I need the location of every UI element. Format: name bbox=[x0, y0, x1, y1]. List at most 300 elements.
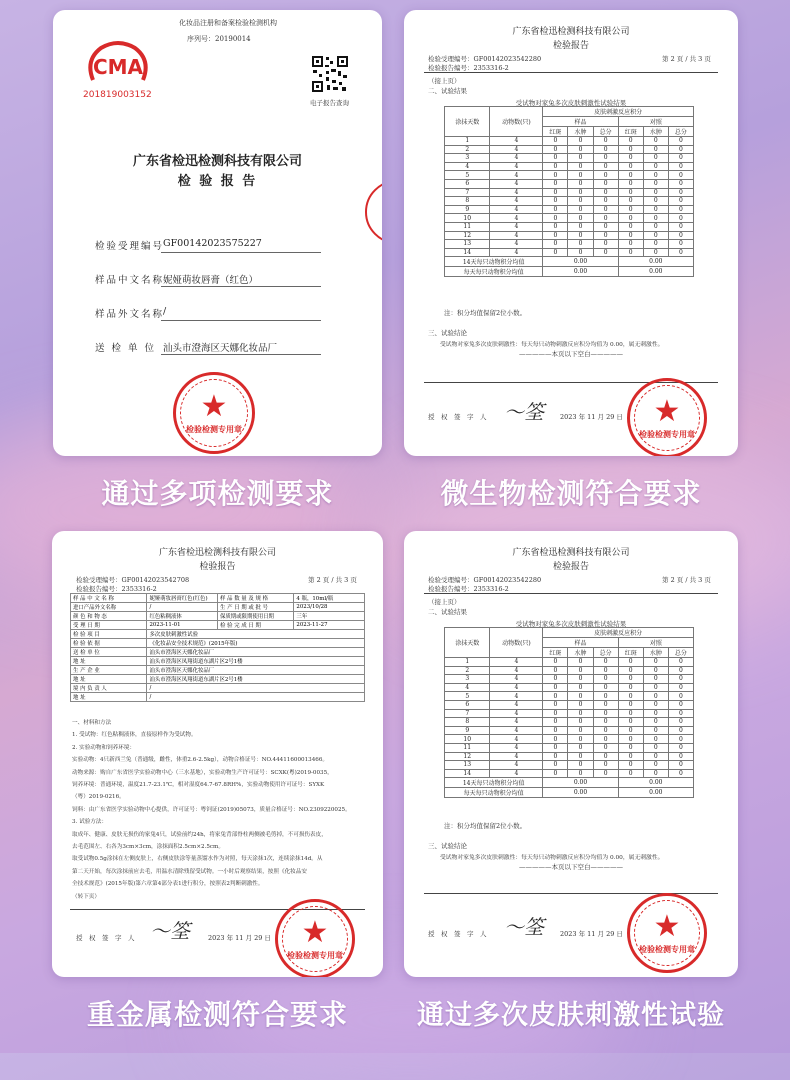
table-cell: 0 bbox=[593, 752, 618, 761]
table-row bbox=[71, 693, 365, 702]
table-cell: 0 bbox=[568, 743, 593, 752]
stamp-text: 检验检测专用章 bbox=[186, 423, 242, 434]
table-cell: 样 品 中 文 名 称 bbox=[71, 594, 147, 603]
table-cell: 汕头市澄海区凤翔街道东湖片区2号1楼 bbox=[147, 657, 365, 666]
table-row bbox=[445, 743, 694, 752]
table-cell: 0 bbox=[668, 735, 693, 744]
table-cell: 4 bbox=[490, 197, 543, 206]
skin-sec2: 二、试验结果 bbox=[428, 608, 467, 616]
table-cell: 0 bbox=[618, 718, 643, 727]
table-cell: 0 bbox=[593, 709, 618, 718]
table-cell: 0 bbox=[618, 675, 643, 684]
table-cell: 2023-11-27 bbox=[294, 621, 365, 630]
body-text-line: 一、材料和方法 bbox=[72, 720, 112, 726]
heavy-info-table bbox=[70, 593, 365, 702]
cover-field-key: 样品中文名称 bbox=[95, 275, 165, 286]
skin-sec3: 三、试验结论 bbox=[428, 842, 467, 850]
body-text-line: 3. 试验方法： bbox=[72, 819, 108, 826]
table-row bbox=[445, 752, 694, 761]
body-text-line: 2. 实验动物和饲养环境： bbox=[72, 744, 136, 751]
table-cell: 1 bbox=[445, 658, 490, 667]
table-cell: 地 址 bbox=[71, 657, 147, 666]
table-cell: 0 bbox=[568, 231, 593, 240]
table-cell: 4 bbox=[490, 222, 543, 231]
table-cell: 0 bbox=[543, 248, 568, 257]
table-row bbox=[71, 648, 365, 657]
table-cell: / bbox=[147, 684, 365, 693]
table-cell: 0 bbox=[543, 154, 568, 163]
table-cell: 0 bbox=[568, 726, 593, 735]
table-cell: 2023-11-01 bbox=[147, 621, 218, 630]
table-cell: 0 bbox=[618, 137, 643, 146]
table-cell: 汕头市澄海区天娜化妆品厂 bbox=[147, 666, 365, 675]
table-cell: 0 bbox=[568, 675, 593, 684]
table-cell: 0 bbox=[668, 222, 693, 231]
table-cell: 4 bbox=[490, 718, 543, 727]
table-cell: 0.00 bbox=[618, 257, 693, 267]
table-cell: 0 bbox=[618, 752, 643, 761]
table-cell: 0 bbox=[643, 205, 668, 214]
table-header: 水肿 bbox=[568, 127, 593, 137]
table-cell: 0 bbox=[568, 162, 593, 171]
table-cell: 0 bbox=[668, 179, 693, 188]
table-cell: 0 bbox=[643, 179, 668, 188]
table-cell: 5 bbox=[445, 171, 490, 180]
table-cell: 4 bbox=[490, 171, 543, 180]
table-row bbox=[445, 683, 694, 692]
table-cell: 0 bbox=[643, 700, 668, 709]
skin-company: 广东省检迅检测科技有限公司 bbox=[512, 548, 630, 558]
table-row bbox=[445, 205, 694, 214]
table-cell: 0 bbox=[543, 726, 568, 735]
stamp-text: 检验检测专用章 bbox=[639, 943, 695, 954]
table-cell: 0 bbox=[568, 145, 593, 154]
table-cell: 颜 色 和 物 态 bbox=[71, 612, 147, 621]
body-text-line: 实验动物：4只新西兰兔（普通级，雌性，体重2.6-2.5kg），动物合格证号：NO.44411600013466。 bbox=[72, 757, 328, 764]
table-row bbox=[71, 612, 365, 621]
micro-report-no: 检验报告编号：2353316-2 bbox=[428, 64, 509, 72]
table-cell: 4 bbox=[490, 692, 543, 701]
table-cell: 0 bbox=[618, 761, 643, 770]
table-row bbox=[445, 726, 694, 735]
micro-note: 注：积分均值保留2位小数。 bbox=[444, 309, 527, 317]
table-cell: 0 bbox=[543, 700, 568, 709]
micro-table-wrap bbox=[444, 106, 694, 277]
table-cell: 汕头市澄海区天娜化妆品厂 bbox=[147, 648, 365, 657]
micro-conclusion: 受试物对家兔多次皮肤刺激性：每天每只动物刺激反应积分均值为 0.00，属无刺激性。 bbox=[440, 342, 664, 348]
table-cell: 0 bbox=[618, 188, 643, 197]
table-cell: 3 bbox=[445, 675, 490, 684]
table-cell: 4 bbox=[490, 743, 543, 752]
micro-cont: （接上页） bbox=[428, 77, 461, 85]
table-cell: 0 bbox=[568, 197, 593, 206]
skin-sign-label: 授 权 签 字 人 bbox=[428, 930, 487, 938]
micro-result-table bbox=[444, 106, 694, 277]
table-cell: 0 bbox=[593, 197, 618, 206]
table-cell: 0 bbox=[543, 675, 568, 684]
table-row bbox=[445, 700, 694, 709]
table-cell: 4 bbox=[490, 709, 543, 718]
cover-header-line2: 序列号：20190014 bbox=[187, 35, 251, 43]
table-cell: 0 bbox=[618, 248, 643, 257]
table-cell: 0 bbox=[568, 718, 593, 727]
table-header: 对照 bbox=[618, 117, 693, 127]
table-cell: 0.00 bbox=[543, 267, 618, 277]
stamp-star-icon: ★ bbox=[301, 914, 329, 950]
table-header: 红斑 bbox=[543, 127, 568, 137]
cover-field-value: GF00142023575227 bbox=[163, 238, 262, 249]
cover-header-line1: 化妆品注册和备案检验检测机构 bbox=[179, 19, 277, 27]
table-row bbox=[445, 222, 694, 231]
table-header: 总分 bbox=[668, 127, 693, 137]
stamp-star-icon: ★ bbox=[200, 388, 228, 424]
table-cell: 0 bbox=[643, 197, 668, 206]
table-cell: 0 bbox=[618, 154, 643, 163]
table-cell: 0 bbox=[543, 692, 568, 701]
table-cell: 0 bbox=[593, 683, 618, 692]
table-cell: 4 bbox=[490, 675, 543, 684]
table-cell: 境 内 负 责 人 bbox=[71, 684, 147, 693]
table-cell: 0 bbox=[593, 231, 618, 240]
table-cell: / bbox=[147, 693, 365, 702]
micro-date: 2023 年 11 月 29 日 bbox=[560, 413, 623, 421]
cover-field-value: / bbox=[163, 306, 167, 317]
table-cell: 0 bbox=[568, 700, 593, 709]
micro-company: 广东省检迅检测科技有限公司 bbox=[512, 27, 630, 37]
table-cell: 0 bbox=[643, 718, 668, 727]
table-cell: 4 bbox=[445, 162, 490, 171]
table-cell: 0 bbox=[593, 248, 618, 257]
table-cell: 0 bbox=[668, 214, 693, 223]
table-cell: 0 bbox=[668, 726, 693, 735]
table-cell: 0 bbox=[543, 137, 568, 146]
table-header: 总分 bbox=[593, 127, 618, 137]
table-row bbox=[445, 666, 694, 675]
table-cell: 0 bbox=[543, 188, 568, 197]
table-cell: 汕头市澄海区凤翔街道东湖片区2号1楼 bbox=[147, 675, 365, 684]
table-row bbox=[445, 240, 694, 249]
signature-icon: 〜筌 bbox=[504, 915, 544, 939]
skin-note: 注：积分均值保留2位小数。 bbox=[444, 822, 527, 830]
table-cell: 0 bbox=[543, 761, 568, 770]
table-cell: 11 bbox=[445, 222, 490, 231]
table-cell: 0 bbox=[643, 231, 668, 240]
table-row bbox=[445, 709, 694, 718]
table-cell: 0 bbox=[668, 675, 693, 684]
table-cell: 0 bbox=[643, 145, 668, 154]
table-cell: 生 产 企 业 bbox=[71, 666, 147, 675]
caption-micro: 微生物检测符合要求 bbox=[440, 477, 702, 510]
body-text-line: 取成年、健康、皮肤无损伤的家兔4只，试验前约24h，将家兔背部脊柱两侧被毛剪掉，不可损伤表皮， bbox=[72, 831, 327, 838]
table-cell: 0 bbox=[568, 179, 593, 188]
table-cell: 0 bbox=[568, 240, 593, 249]
micro-sec2: 二、试验结果 bbox=[428, 87, 467, 95]
table-row bbox=[445, 718, 694, 727]
table-cell: 6 bbox=[445, 700, 490, 709]
table-cell: 13 bbox=[445, 761, 490, 770]
table-row bbox=[71, 639, 365, 648]
table-row bbox=[445, 769, 694, 778]
heavy-date: 2023 年 11 月 29 日 bbox=[208, 934, 271, 942]
table-cell: 0.00 bbox=[618, 267, 693, 277]
body-text-line: 取受试物0.5g涂抹在左侧皮肤上，右侧皮肤涂等量蒸馏水作为对照，每天涂抹1次，连续涂抹14d。从 bbox=[72, 856, 323, 863]
table-header: 对照 bbox=[618, 638, 693, 648]
table-cell: 0 bbox=[618, 240, 643, 249]
stamp-star-icon: ★ bbox=[653, 393, 681, 429]
table-cell: 0 bbox=[668, 700, 693, 709]
micro-table-body bbox=[445, 137, 694, 257]
table-cell: 0 bbox=[643, 658, 668, 667]
table-cell: 样 品 数 量 及 规 格 bbox=[217, 594, 293, 603]
table-cell: 0 bbox=[668, 231, 693, 240]
table-cell: 《化妆品安全技术规范》(2015年版) bbox=[147, 639, 365, 648]
divider bbox=[424, 72, 718, 73]
table-header: 红斑 bbox=[618, 648, 643, 658]
table-cell: 4 bbox=[490, 769, 543, 778]
table-cell: 4 bbox=[490, 214, 543, 223]
cover-company: 广东省检迅检测科技有限公司 bbox=[132, 154, 302, 169]
table-cell: 0 bbox=[618, 197, 643, 206]
table-cell: 0 bbox=[618, 769, 643, 778]
body-text-line: 饲养环境：普通环境，温度21.7-23.1℃，相对湿度64.7-67.8RH%，实验动物使用许可证号：SYXK bbox=[72, 782, 325, 789]
micro-page: 第 2 页 / 共 3 页 bbox=[662, 55, 711, 63]
table-row bbox=[445, 179, 694, 188]
table-cell: 0 bbox=[568, 214, 593, 223]
table-cell: 0 bbox=[543, 658, 568, 667]
table-cell: 0.00 bbox=[543, 257, 618, 267]
table-cell: 0 bbox=[618, 666, 643, 675]
divider bbox=[424, 593, 718, 594]
micro-title: 检验报告 bbox=[552, 41, 589, 51]
table-cell: 14 bbox=[445, 769, 490, 778]
table-header: 动物数(只) bbox=[490, 107, 543, 137]
table-row bbox=[445, 692, 694, 701]
table-cell: 保质期或限期使用日期 bbox=[217, 612, 293, 621]
table-cell: 0 bbox=[568, 735, 593, 744]
table-cell: 4 bbox=[490, 145, 543, 154]
table-cell: 0 bbox=[643, 743, 668, 752]
table-header: 涂抹天数 bbox=[445, 628, 490, 658]
table-cell: 0 bbox=[568, 752, 593, 761]
heavy-company: 广东省检迅检测科技有限公司 bbox=[158, 548, 276, 558]
table-cell: 0 bbox=[543, 743, 568, 752]
table-cell: 0 bbox=[568, 222, 593, 231]
table-cell: 0 bbox=[543, 179, 568, 188]
table-cell: 0 bbox=[593, 154, 618, 163]
table-cell: 0 bbox=[643, 752, 668, 761]
signature-icon: 〜筌 bbox=[504, 400, 544, 424]
skin-table-wrap bbox=[444, 627, 694, 798]
table-cell: 4 bbox=[490, 658, 543, 667]
cover-stamp bbox=[173, 372, 255, 454]
heavy-report-no: 检验报告编号：2353316-2 bbox=[76, 585, 157, 593]
cover-report-card bbox=[53, 10, 382, 456]
cma-logo-text: CMA bbox=[92, 55, 144, 79]
table-cell: 0 bbox=[568, 188, 593, 197]
table-cell: 4 bbox=[490, 700, 543, 709]
table-cell: 多次皮肤刺激性试验 bbox=[147, 630, 365, 639]
table-cell: 0 bbox=[618, 179, 643, 188]
table-row bbox=[71, 630, 365, 639]
table-cell: 妮娅萌妆唇膏红色(红色) bbox=[147, 594, 218, 603]
cover-field-value: 汕头市澄海区天娜化妆品厂 bbox=[163, 343, 278, 354]
heavy-stamp bbox=[275, 899, 355, 977]
table-cell: 0 bbox=[668, 709, 693, 718]
table-cell: 0 bbox=[593, 240, 618, 249]
table-cell: 0 bbox=[668, 137, 693, 146]
table-cell: 0 bbox=[543, 735, 568, 744]
table-cell: 进口产品外文名称 bbox=[71, 603, 147, 612]
cover-edge-stamp bbox=[365, 180, 382, 244]
table-cell: 0 bbox=[593, 718, 618, 727]
table-cell: 送 检 单 位 bbox=[71, 648, 147, 657]
table-row bbox=[445, 145, 694, 154]
table-cell: 0 bbox=[568, 171, 593, 180]
table-cell: 0 bbox=[568, 137, 593, 146]
body-text-line: 饲料：由广东省医学实验动物中心提供，许可证号：粤饲证(2019)05073，质量合格证号：NO.2309220025。 bbox=[72, 806, 351, 813]
stamp-text: 检验检测专用章 bbox=[287, 949, 343, 960]
table-cell: 0 bbox=[543, 231, 568, 240]
caption-heavy-metal: 重金属检测符合要求 bbox=[86, 998, 348, 1031]
table-cell: 9 bbox=[445, 726, 490, 735]
table-header: 总分 bbox=[593, 648, 618, 658]
body-text-line: 全技术规范》(2015年版)第六章第4部分表1进行积分，按照表2判断刺激性。 bbox=[72, 881, 264, 888]
table-cell: 0 bbox=[668, 154, 693, 163]
table-row bbox=[71, 666, 365, 675]
table-cell: 0 bbox=[643, 709, 668, 718]
table-cell: 4 bbox=[490, 240, 543, 249]
table-row bbox=[71, 594, 365, 603]
table-cell: 0 bbox=[618, 171, 643, 180]
table-cell: 4 bbox=[445, 683, 490, 692]
table-cell: 0 bbox=[593, 179, 618, 188]
table-cell: 0 bbox=[643, 171, 668, 180]
table-cell: 0 bbox=[668, 718, 693, 727]
micro-table-title: 受试物对家兔多次皮肤刺激性试验结果 bbox=[515, 99, 627, 107]
table-cell: 13 bbox=[445, 240, 490, 249]
table-cell: 0 bbox=[593, 214, 618, 223]
table-cell: 12 bbox=[445, 752, 490, 761]
skin-conclusion: 受试物对家兔多次皮肤刺激性：每天每只动物刺激反应积分均值为 0.00，属无刺激性。 bbox=[440, 855, 664, 861]
table-cell: 7 bbox=[445, 709, 490, 718]
table-cell: 地 址 bbox=[71, 675, 147, 684]
table-summary-label: 每天每只动物积分均值 bbox=[445, 788, 543, 798]
table-cell: 0 bbox=[593, 188, 618, 197]
table-cell: 4 bbox=[490, 726, 543, 735]
table-cell: 0 bbox=[668, 683, 693, 692]
skin-accept-no: 检验受理编号：GF00142023542280 bbox=[428, 576, 542, 584]
table-cell: 0.00 bbox=[618, 778, 693, 788]
table-cell: 0.00 bbox=[543, 778, 618, 788]
table-cell: 0 bbox=[543, 709, 568, 718]
table-cell: 7 bbox=[445, 188, 490, 197]
table-header: 样品 bbox=[543, 638, 618, 648]
body-text-line: （粤）2019-0216。 bbox=[72, 794, 125, 801]
table-cell: 0 bbox=[543, 718, 568, 727]
table-cell: 4 bbox=[490, 154, 543, 163]
skin-result-table bbox=[444, 627, 694, 798]
table-cell: 0 bbox=[668, 658, 693, 667]
table-cell: 5 bbox=[445, 692, 490, 701]
table-cell: 0 bbox=[593, 726, 618, 735]
table-cell: 0 bbox=[643, 222, 668, 231]
table-cell: 0 bbox=[568, 709, 593, 718]
table-cell: 0 bbox=[618, 683, 643, 692]
caption-multi-test: 通过多项检测要求 bbox=[101, 477, 334, 510]
table-cell: 0 bbox=[618, 726, 643, 735]
table-header: 红斑 bbox=[618, 127, 643, 137]
table-cell: 10 bbox=[445, 214, 490, 223]
table-row bbox=[71, 621, 365, 630]
cover-field-key: 送 检 单 位 bbox=[95, 343, 157, 354]
table-cell: 0 bbox=[568, 154, 593, 163]
table-cell: 0 bbox=[568, 683, 593, 692]
table-cell: 0 bbox=[593, 658, 618, 667]
table-summary-label: 14天每只动物积分均值 bbox=[445, 778, 543, 788]
table-cell: 0 bbox=[568, 666, 593, 675]
table-cell: 2 bbox=[445, 145, 490, 154]
table-cell: 8 bbox=[445, 197, 490, 206]
table-cell: 4 bbox=[490, 179, 543, 188]
table-cell: 11 bbox=[445, 743, 490, 752]
table-cell: 0 bbox=[618, 692, 643, 701]
skin-table-title: 受试物对家兔多次皮肤刺激性试验结果 bbox=[515, 620, 627, 628]
table-cell: 4 bbox=[490, 231, 543, 240]
table-cell: 1 bbox=[445, 137, 490, 146]
table-row bbox=[445, 248, 694, 257]
table-cell: 0 bbox=[643, 214, 668, 223]
micro-blank: —————本页以下空白————— bbox=[519, 350, 623, 358]
table-cell: 0 bbox=[618, 222, 643, 231]
table-cell: 0 bbox=[543, 171, 568, 180]
table-cell: 0 bbox=[668, 743, 693, 752]
table-cell: 6 bbox=[445, 179, 490, 188]
table-header: 水肿 bbox=[568, 648, 593, 658]
skin-date: 2023 年 11 月 29 日 bbox=[560, 930, 623, 938]
table-cell: 4 bbox=[490, 137, 543, 146]
table-cell: 0 bbox=[593, 137, 618, 146]
table-cell: 0 bbox=[543, 752, 568, 761]
skin-page: 第 2 页 / 共 3 页 bbox=[662, 576, 711, 584]
qr-code[interactable] bbox=[311, 55, 349, 93]
table-cell: 0 bbox=[593, 171, 618, 180]
table-cell: 3 bbox=[445, 154, 490, 163]
table-cell: 0 bbox=[618, 145, 643, 154]
table-cell: 0 bbox=[543, 214, 568, 223]
table-cell: 0 bbox=[643, 666, 668, 675]
table-summary-label: 每天每只动物积分均值 bbox=[445, 267, 543, 277]
table-header: 样品 bbox=[543, 117, 618, 127]
table-cell: 检 验 项 目 bbox=[71, 630, 147, 639]
table-cell: 0 bbox=[593, 222, 618, 231]
table-cell: 0 bbox=[668, 240, 693, 249]
body-text-line: 去毛范围左、右各为3cm×3cm，涂抹面积2.5cm×2.5cm。 bbox=[72, 844, 224, 851]
table-cell: 三年 bbox=[294, 612, 365, 621]
micro-sec3: 三、试验结论 bbox=[428, 329, 467, 337]
table-cell: 受 理 日 期 bbox=[71, 621, 147, 630]
table-cell: 2023/10/28 bbox=[294, 603, 365, 612]
micro-sign-label: 授 权 签 字 人 bbox=[428, 413, 487, 421]
body-text-line: 动物来源：购自广东省医学实验动物中心（三水基地），实验动物生产许可证号：SCXK(粤)2019-0035， bbox=[72, 769, 333, 776]
table-cell: 0 bbox=[593, 735, 618, 744]
table-cell: 0.00 bbox=[543, 788, 618, 798]
table-cell: 0 bbox=[543, 666, 568, 675]
cover-report-title: 检 验 报 告 bbox=[177, 174, 258, 189]
table-cell: 0 bbox=[543, 197, 568, 206]
table-cell: 0 bbox=[568, 658, 593, 667]
table-cell: 2 bbox=[445, 666, 490, 675]
table-cell: 0 bbox=[668, 761, 693, 770]
